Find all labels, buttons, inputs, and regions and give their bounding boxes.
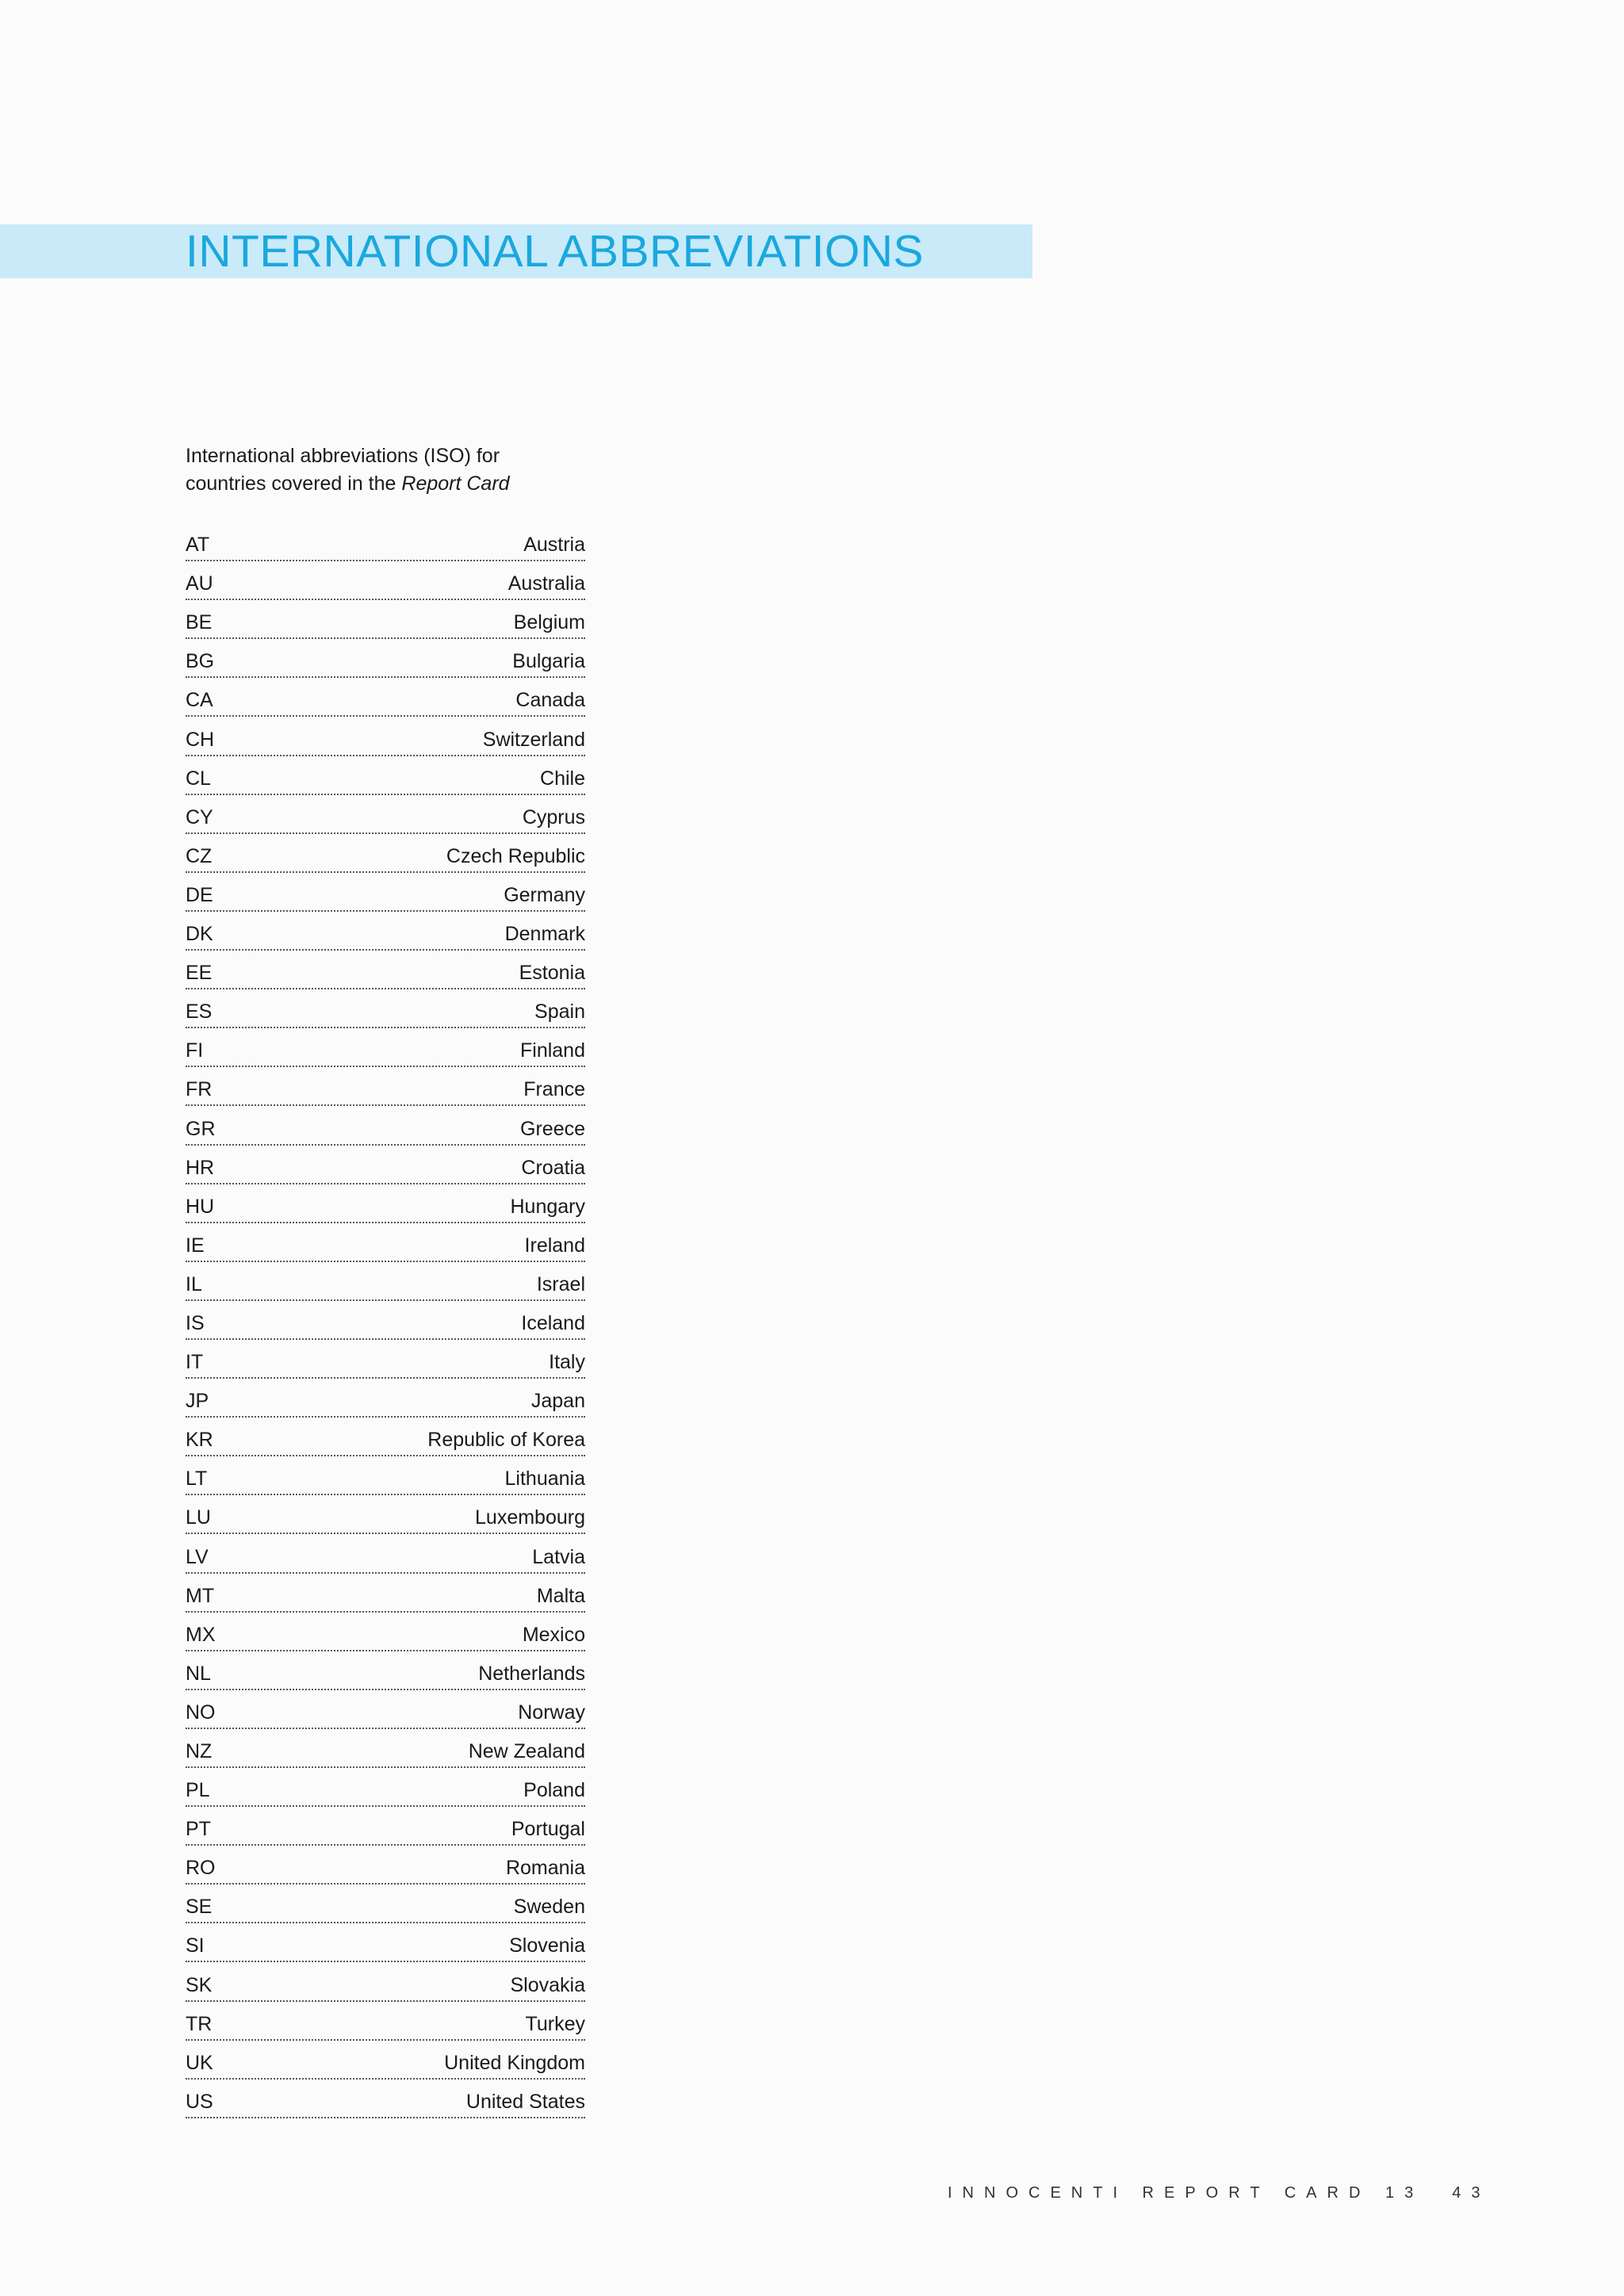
abbreviation-code: CH <box>186 728 215 751</box>
abbreviation-code: AT <box>186 534 210 557</box>
table-row <box>186 600 585 639</box>
country-name: Turkey <box>525 2012 585 2035</box>
abbreviation-code: LV <box>186 1545 209 1568</box>
abbreviation-code: SI <box>186 1934 205 1957</box>
country-name: Cyprus <box>522 806 585 828</box>
country-name: Israel <box>536 1272 585 1295</box>
country-name: Iceland <box>521 1311 585 1334</box>
table-row <box>186 1418 585 1456</box>
table-row <box>186 2080 585 2118</box>
abbreviation-code: KR <box>186 1429 213 1452</box>
table-row <box>186 756 585 795</box>
abbreviation-code: FI <box>186 1039 204 1062</box>
country-name: Japan <box>530 1390 585 1413</box>
table-row <box>186 1807 585 1846</box>
table-row <box>186 717 585 756</box>
table-row <box>186 1184 585 1223</box>
table-row <box>186 1067 585 1106</box>
table-row <box>186 1690 585 1729</box>
country-name: Greece <box>520 1117 585 1140</box>
country-name: Belgium <box>513 611 585 634</box>
intro-text <box>186 442 598 498</box>
abbreviation-code: TR <box>186 2012 213 2035</box>
table-row <box>186 1340 585 1379</box>
abbreviation-code: UK <box>186 2051 213 2074</box>
abbreviation-code: PT <box>186 1818 211 1841</box>
table-row <box>186 1028 585 1067</box>
country-name: Norway <box>518 1701 585 1724</box>
table-row <box>186 1768 585 1807</box>
abbreviation-code: CZ <box>186 844 213 867</box>
abbreviation-code: ES <box>186 1001 213 1024</box>
table-row <box>186 1574 585 1613</box>
table-row <box>186 1613 585 1651</box>
table-row <box>186 1651 585 1690</box>
title-band <box>0 224 1032 278</box>
abbreviation-code: NL <box>186 1662 211 1685</box>
country-name: Slovenia <box>509 1934 585 1957</box>
abbreviation-code: DK <box>186 923 213 946</box>
abbreviation-code: DE <box>186 883 213 906</box>
country-name: Netherlands <box>478 1662 585 1685</box>
abbreviation-code: CL <box>186 767 211 790</box>
country-name: Germany <box>504 883 585 906</box>
table-row <box>186 1923 585 1962</box>
abbreviation-code: CY <box>186 806 213 828</box>
country-name: Luxembourg <box>475 1506 585 1529</box>
footer-publication: INNOCENTI REPORT CARD 13 <box>948 2184 1424 2202</box>
table-row <box>186 1379 585 1418</box>
abbreviation-code: IL <box>186 1272 202 1295</box>
country-name: Chile <box>540 767 585 790</box>
table-row <box>186 1534 585 1573</box>
country-name: Spain <box>534 1001 585 1024</box>
table-row <box>186 678 585 717</box>
table-row <box>186 795 585 834</box>
abbreviation-code: EE <box>186 962 213 985</box>
country-name: Lithuania <box>504 1468 585 1490</box>
abbreviation-code: SK <box>186 1973 213 1996</box>
country-name: Canada <box>515 689 585 712</box>
country-name: Sweden <box>513 1896 585 1919</box>
country-name: Australia <box>508 572 585 595</box>
page-title: INTERNATIONAL ABBREVIATIONS <box>186 226 924 277</box>
country-name: Poland <box>523 1779 585 1802</box>
country-name: New Zealand <box>468 1740 585 1762</box>
abbreviation-code: CA <box>186 689 213 712</box>
table-row <box>186 1729 585 1768</box>
table-row <box>186 1106 585 1145</box>
table-row <box>186 912 585 951</box>
table-row <box>186 1456 585 1495</box>
intro-line-2-italic: Report Card <box>401 473 510 495</box>
abbreviation-code: MT <box>186 1584 215 1607</box>
abbreviation-code: NO <box>186 1701 216 1724</box>
table-row <box>186 2002 585 2041</box>
country-name: Republic of Korea <box>427 1429 585 1452</box>
abbreviation-code: BG <box>186 650 215 673</box>
page-number: 43 <box>1452 2184 1491 2202</box>
table-row <box>186 639 585 678</box>
abbreviation-code: RO <box>186 1857 216 1880</box>
page-footer <box>948 2184 1490 2202</box>
abbreviation-code: HR <box>186 1156 215 1179</box>
country-name: Latvia <box>532 1545 585 1568</box>
abbreviation-code: HU <box>186 1195 215 1218</box>
abbreviation-code: LU <box>186 1506 211 1529</box>
abbreviation-code: AU <box>186 572 213 595</box>
country-name: France <box>523 1078 585 1101</box>
country-name: United States <box>465 2090 585 2113</box>
country-name: Czech Republic <box>446 844 585 867</box>
table-row <box>186 989 585 1028</box>
country-name: Ireland <box>524 1234 585 1257</box>
abbreviation-code: GR <box>186 1117 216 1140</box>
country-name: Switzerland <box>482 728 585 751</box>
table-row <box>186 1262 585 1301</box>
abbreviation-code: LT <box>186 1468 208 1490</box>
table-row <box>186 2041 585 2080</box>
abbreviations-table <box>186 522 585 2118</box>
intro-line-2-prefix: countries covered in the <box>186 473 402 495</box>
intro-line-1: International abbreviations (ISO) for <box>186 445 500 467</box>
country-name: Portugal <box>511 1818 585 1841</box>
abbreviation-code: IT <box>186 1351 204 1374</box>
table-row <box>186 873 585 912</box>
country-name: Finland <box>520 1039 585 1062</box>
country-name: Romania <box>505 1857 585 1880</box>
abbreviation-code: NZ <box>186 1740 213 1762</box>
table-row <box>186 1846 585 1885</box>
table-row <box>186 1301 585 1340</box>
table-row <box>186 561 585 600</box>
table-row <box>186 1223 585 1262</box>
abbreviation-code: PL <box>186 1779 210 1802</box>
table-row <box>186 1885 585 1923</box>
country-name: Croatia <box>521 1156 585 1179</box>
table-row <box>186 1962 585 2001</box>
country-name: United Kingdom <box>444 2051 585 2074</box>
country-name: Slovakia <box>510 1973 585 1996</box>
country-name: Italy <box>549 1351 585 1374</box>
country-name: Austria <box>523 534 585 557</box>
abbreviation-code: MX <box>186 1623 216 1646</box>
table-row <box>186 834 585 873</box>
table-row <box>186 522 585 561</box>
country-name: Bulgaria <box>512 650 585 673</box>
abbreviation-code: IE <box>186 1234 205 1257</box>
table-row <box>186 1495 585 1534</box>
table-row <box>186 1146 585 1184</box>
abbreviation-code: FR <box>186 1078 213 1101</box>
country-name: Denmark <box>504 923 585 946</box>
abbreviation-code: IS <box>186 1311 205 1334</box>
country-name: Mexico <box>522 1623 585 1646</box>
country-name: Malta <box>536 1584 585 1607</box>
country-name: Estonia <box>519 962 585 985</box>
abbreviation-code: US <box>186 2090 213 2113</box>
abbreviation-code: SE <box>186 1896 213 1919</box>
table-row <box>186 951 585 989</box>
country-name: Hungary <box>510 1195 585 1218</box>
abbreviation-code: BE <box>186 611 213 634</box>
abbreviation-code: JP <box>186 1390 209 1413</box>
